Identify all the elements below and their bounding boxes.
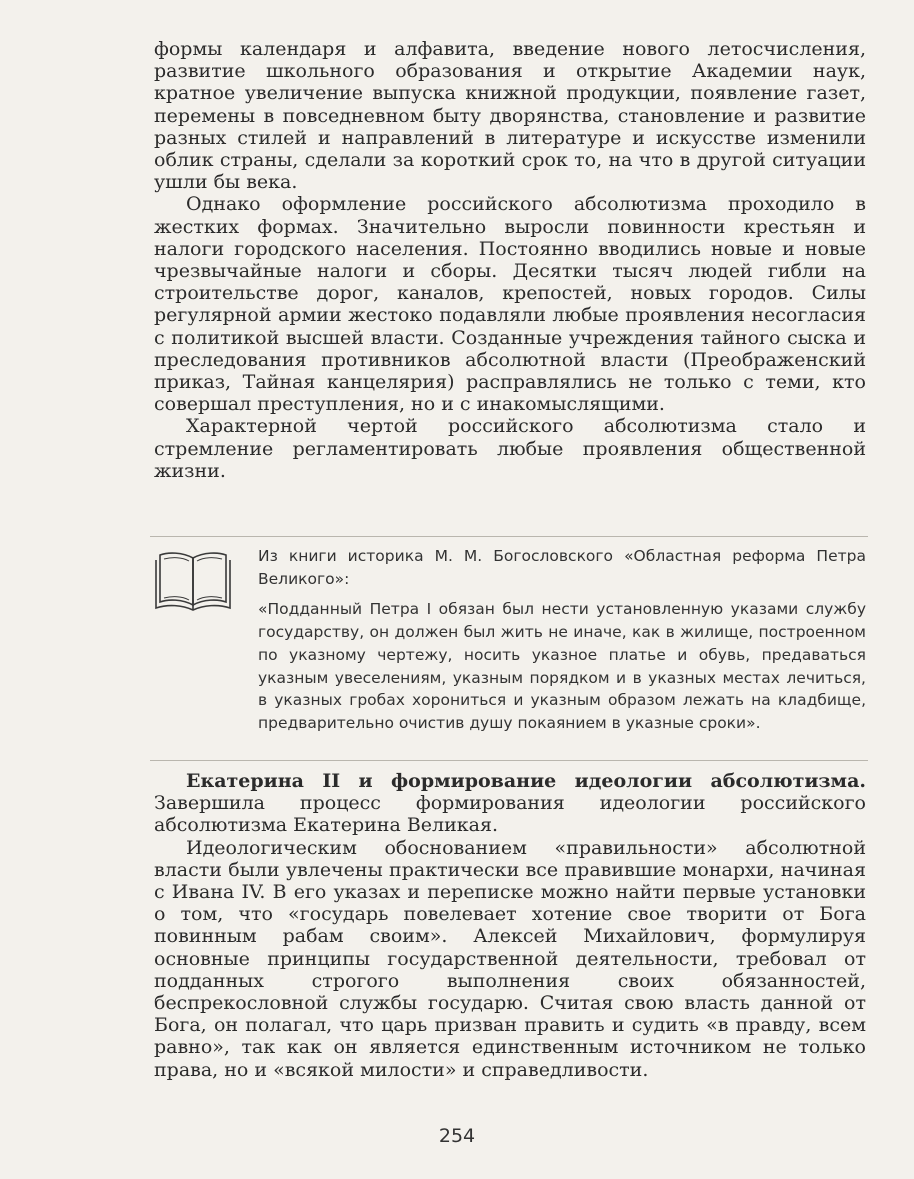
quote-bottom-divider <box>150 760 868 761</box>
paragraph-ideology: Идеологическим обоснованием «правильности» абсолютной власти были увлечены практически все правившие монархи, начиная с Ивана IV. В его указах и переписке можно найти первые установки о том, что «государь повелевает хотение свое творити от Бога повинным рабам своим». Алексей Михайлович, формулируя основные принципы государственной деятельности, требовал от подданных строгого выполнения своих обязанностей, беспрекословной службы государю. Считая свою власть данной от Бога, он полагал, что царь призван править и судить «в правду, всем равно», так как он является единственным источником не только права, но и «всякой милости» и справедливости. <box>154 836 866 1081</box>
quote-source: Из книги историка М. М. Богословского «Областная реформа Петра Великого»: <box>258 547 866 588</box>
paragraph-harsh-forms: Однако оформление российского абсолютизма проходило в жестких формах. Значительно выросли повинности крестьян и налоги городского населения. Постоянно вводились новые и новые чрезвычайные налоги и сборы. Десятки тысяч людей гибли на строительстве дорог, каналов, крепостей, новых городов. Силы регулярной армии жестоко подавляли любые проявления несогласия с политикой высшей власти. Созданные учреждения тайного сыска и преследования противников абсолютной власти (Преображенский приказ, Тайная канцелярия) расправлялись не только с теми, кто совершал преступления, но и с инакомыслящими. <box>154 193 866 416</box>
paragraph-continuation: формы календаря и алфавита, введение нового летосчисления, развитие школьного образования и открытие Академии наук, кратное увеличение выпуска книжной продукции, появление газет, перемены в повседневном быту дворянства, становление и развитие разных стилей и направлений в литературе и искусстве изменили облик страны, сделали за короткий срок то, на что в другой ситуации ушли бы века. <box>154 38 866 194</box>
quote-block <box>258 545 866 735</box>
top-text-block <box>154 38 866 482</box>
paragraph-regulation: Характерной чертой российского абсолютизма стало и стремление регламентировать любые проявления общественной жизни. <box>154 415 866 482</box>
section-heading-rest: Завершила процесс формирования идеологии российского абсолютизма Екатерина Великая. <box>154 792 866 837</box>
quote-text: «Подданный Петра I обязан был нести установленную указами службу государству, он должен был жить не иначе, как в жилище, построенном по указному чертежу, носить указное платье и обувь, предаваться указным увеселениям, указным порядком и в указных местах лечиться, в указных гробах хорониться и указным образом лежать на кладбище, предварительно очистив душу покаянием в указные сроки». <box>258 600 866 732</box>
open-book-icon <box>152 548 234 614</box>
section-heading: Екатерина II и формирование идеологии абсолютизма. <box>186 770 866 792</box>
section-intro-paragraph <box>154 770 866 837</box>
page-number: 254 <box>438 1125 476 1147</box>
bottom-text-block <box>154 770 866 1081</box>
quote-top-divider <box>150 536 868 537</box>
